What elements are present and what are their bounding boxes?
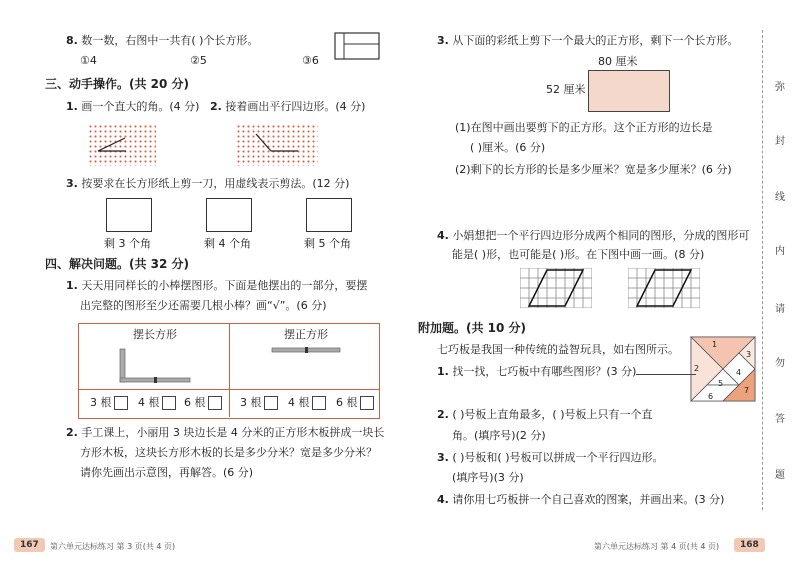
problem-2-line1: 2. 手工课上，小丽用 3 块边长是 4 分米的正方形木板拼成一块长 (66, 426, 385, 439)
sticks-rectangle-figure (110, 345, 200, 385)
q8-rectangle-figure (334, 32, 380, 60)
tangram-num-2: 2 (694, 364, 700, 373)
cut-rect-3 (306, 198, 352, 232)
choice-square-6[interactable]: 6 根 (336, 395, 374, 411)
footer-left: 第六单元达标练习 第 3 页(共 4 页) (50, 542, 176, 551)
r-q4-line1: 4. 小娟想把一个平行四边形分成两个相同的图形，分成的图形可 (437, 229, 750, 242)
op-q1-text: 1. 画一个直大的角。(4 分) (66, 100, 200, 113)
paper-width-label: 80 厘米 (598, 55, 638, 68)
colored-paper (588, 70, 670, 112)
r-q3-text: 3. 从下面的彩纸上剪下一个最大的正方形，剩下一个长方形。 (437, 34, 739, 47)
problem-1-line1: 1. 天天用同样长的小棒摆图形。下面是他摆出的一部分，要摆 (66, 279, 368, 292)
paper-height-label: 52 厘米 (546, 83, 586, 96)
problem-2-line3: 请你先画出示意图，再解答。(6 分) (80, 466, 254, 479)
side-char-7: 答 (775, 414, 785, 425)
grid-parallelogram-1 (520, 268, 592, 308)
parallelogram-start-lines (236, 124, 318, 166)
side-char-4: 内 (775, 246, 785, 257)
sticks-table-divider (229, 323, 230, 417)
grid-parallelogram-2 (628, 268, 700, 308)
section-4-title: 四、解决问题。(共 32 分) (45, 257, 190, 271)
problem-1-line2: 出完整的图形至少还需要几根小棒？画“√”。(6 分) (80, 299, 327, 312)
page-number-right: 168 (734, 538, 765, 552)
bonus-q4: 4. 请你用七巧板拼一个自己喜欢的图案，并画出来。(3 分) (437, 493, 725, 506)
bonus-title: 附加题。(共 10 分) (418, 321, 527, 335)
page-number-left: 167 (14, 538, 45, 552)
side-char-5: 请 (775, 304, 785, 315)
r-q4-line2: 能是( )形，也可能是( )形。在下图中画一画。(8 分) (452, 248, 705, 261)
sticks-left-title: 摆长方形 (133, 328, 177, 341)
side-char-2: 封 (775, 136, 785, 147)
q8-option-a: ①4 (80, 54, 97, 67)
side-char-8: 题 (775, 470, 785, 481)
side-char-1: 弥 (775, 82, 785, 93)
sticks-table-row-line (78, 389, 380, 390)
bonus-q3a: 3. ( )号板和( )号板可以拼成一个平行四边形。 (437, 451, 664, 464)
bonus-intro: 七巧板是我国一种传统的益智玩具，如右图所示。 (437, 343, 679, 356)
problem-2-line2: 方形木板，这块长方形木板的长是多少分米？宽是多少分米？ (80, 446, 377, 459)
q8-text: 8. 数一数，右图中一共有( )个长方形。 (66, 34, 259, 47)
choice-square-3[interactable]: 3 根 (240, 395, 278, 411)
tangram-num-1: 1 (712, 340, 718, 349)
cut-rect-2 (206, 198, 252, 232)
cut-label-1: 剩 3 个角 (104, 237, 151, 250)
side-char-6: 勿 (775, 358, 785, 369)
bonus-q2a: 2. ( )号板上直角最多，( )号板上只有一个直 (437, 408, 653, 421)
op-q2-text: 2. 接着画出平行四边形。(4 分) (210, 100, 366, 113)
q8-option-c: ③6 (302, 54, 319, 67)
tangram-num-4: 4 (736, 368, 742, 377)
side-char-3: 线 (775, 192, 785, 203)
binding-line (762, 30, 764, 510)
bonus-q2b: 角。(填序号)(2 分) (452, 429, 546, 442)
tangram-num-6: 6 (708, 392, 714, 401)
choice-rect-6[interactable]: 6 根 (184, 395, 222, 411)
bonus-q1: 1. 找一找，七巧板中有哪些图形？(3 分) (437, 364, 696, 380)
choice-square-4[interactable]: 4 根 (288, 395, 326, 411)
cut-rect-1 (106, 198, 152, 232)
q8-option-b: ②5 (190, 54, 207, 67)
choice-rect-4[interactable]: 4 根 (138, 395, 176, 411)
tangram-num-7: 7 (744, 386, 750, 395)
bonus-q3b: (填序号)(3 分) (452, 471, 524, 484)
cut-label-3: 剩 5 个角 (304, 237, 351, 250)
r-q3-sub2: (2)剩下的长方形的长是多少厘米？宽是多少厘米？(6 分) (455, 163, 732, 176)
tangram-num-5: 5 (718, 379, 724, 388)
section-3-title: 三、动手操作。(共 20 分) (45, 77, 190, 91)
cut-label-2: 剩 4 个角 (204, 237, 251, 250)
tangram-num-3: 3 (746, 350, 752, 359)
op-q3-text: 3. 按要求在长方形纸上剪一刀，用虚线表示剪法。(12 分) (66, 177, 350, 190)
r-q3-sub1b: ( )厘米。(6 分) (470, 141, 546, 154)
angle-start-lines (88, 124, 156, 166)
choice-rect-3[interactable]: 3 根 (90, 395, 128, 411)
sticks-right-title: 摆正方形 (284, 328, 328, 341)
r-q3-sub1a: (1)在图中画出要剪下的正方形。这个正方形的边长是 (455, 121, 713, 134)
sticks-square-figure (268, 345, 348, 357)
footer-right: 第六单元达标练习 第 4 页(共 4 页) (594, 542, 720, 551)
